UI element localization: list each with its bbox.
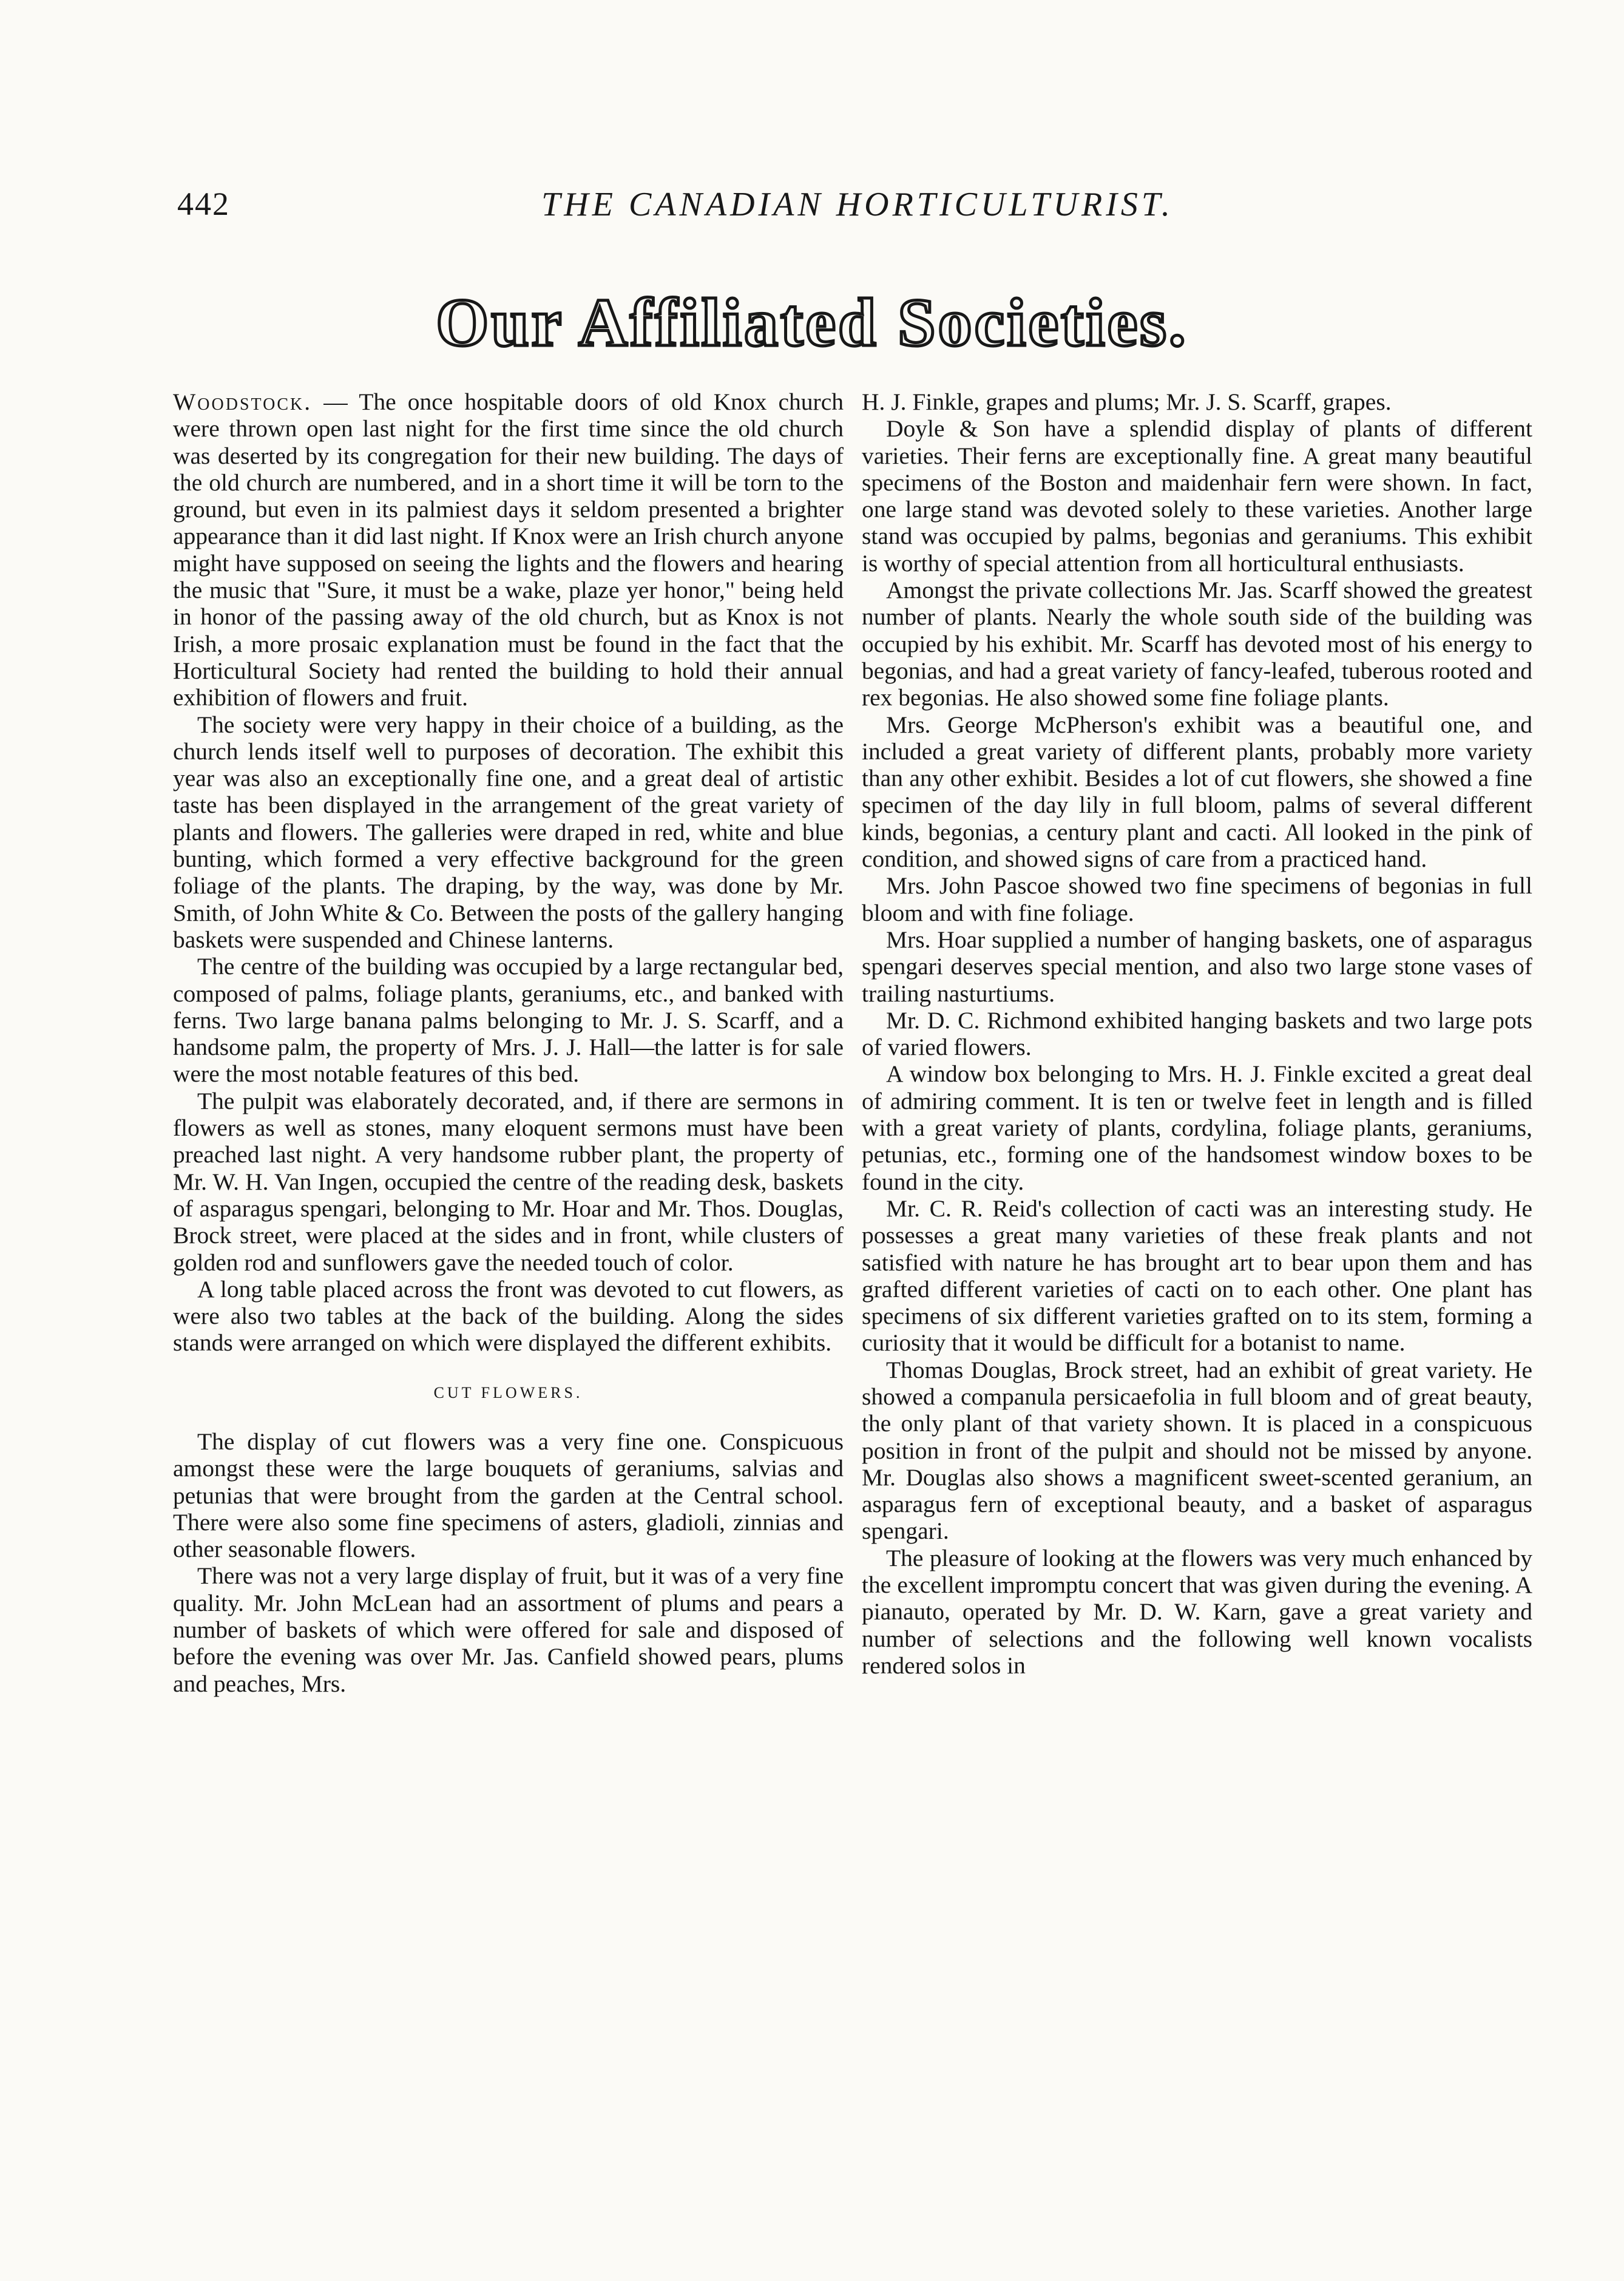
paragraph: There was not a very large display of fruit, but it was of a very fine quality. Mr. John McLean had an assortment of plums and pears a number of baskets of which were offered for sale and disposed of before the evening was over Mr. Jas. Canfield showed pears, plums and peaches, Mrs. [173, 1562, 844, 1697]
paragraph: A window box belonging to Mrs. H. J. Finkle excited a great deal of admiring comment. It is ten or twelve feet in length and is filled with a great variety of plants, cordylina, foliage plants, geraniums, petunias, etc., forming one of the handsomest window boxes to be found in the city. [862, 1060, 1532, 1195]
running-title [0, 185, 1624, 224]
paragraph-text: The once hospitable doors of old Knox church were thrown open last night for the first time since the old church was deserted by its congregation for their new building. The days of the old church are numbered, and in a short time it will be torn to the ground, but even in its palmiest days it seldom presented a brighter appearance than it did last night. If Knox were an Irish church anyone might have supposed on seeing the lights and the flowers and hearing the music that "Sure, it must be a wake, plaze yer honor," being held in honor of the passing away of the old church, but as Knox is not Irish, a more prosaic explanation must be found in the fact that the Horticultural Society had rented the building to hold their annual exhibition of flowers and fruit. [173, 388, 844, 711]
section-heading: CUT FLOWERS. [433, 1383, 583, 1401]
running-title-text: THE CANADIAN HORTICULTURIST. [541, 186, 1174, 223]
paragraph: H. J. Finkle, grapes and plums; Mr. J. S. Scarff, grapes. [862, 388, 1392, 415]
paragraph: Mrs. Hoar supplied a number of hanging baskets, one of asparagus spengari deserves special mention, and also two large stone vases of trailing nasturtiums. [862, 926, 1532, 1007]
paragraph: The society were very happy in their choice of a building, as the church lends itself well to purposes of decoration. The exhibit this year was also an exceptionally fine one, and a great deal of artistic taste has been displayed in the arrangement of the great variety of plants and flowers. The galleries were draped in red, white and blue bunting, which formed a very effective background for the green foliage of the plants. The draping, by the way, was done by Mr. Smith, of John White & Co. Between the posts of the gallery hanging baskets were suspended and Chinese lanterns. [173, 711, 844, 953]
paragraph: Thomas Douglas, Brock street, had an exhibit of great variety. He showed a companula persicaefolia in full bloom and of great beauty, the only plant of that variety shown. It is placed in a conspicuous position in front of the pulpit and should not be missed by anyone. Mr. Douglas also shows a magnificent sweet-scented geranium, an asparagus fern of exceptional beauty, and a basket of asparagus spengari. [862, 1356, 1532, 1545]
paragraph: The centre of the building was occupied by a large rectangular bed, composed of palms, foliage plants, geraniums, etc., and banked with ferns. Two large banana palms belonging to Mr. J. S. Scarff, and a handsome palm, the property of Mrs. J. J. Hall—the latter is for sale were the most notable features of this bed. [173, 953, 844, 1088]
paragraph: Amongst the private collections Mr. Jas. Scarff showed the greatest number of plants. Nearly the whole south side of the building was occupied by his exhibit. Mr. Scarff has devoted most of his energy to begonias, and had a great variety of fancy-leafed, tuberous rooted and rex begonias. He also showed some fine foliage plants. [862, 577, 1532, 711]
left-column [173, 388, 844, 1697]
paragraph: Woodstock. — The once hospitable doors of old Knox church were thrown open last night for the first time since the old church was deserted by its congregation for their new building. The days of the old church are numbered, and in a short time it will be torn to the ground, but even in its palmiest days it seldom presented a brighter appearance than it did last night. If Knox were an Irish church anyone might have supposed on seeing the lights and the flowers and hearing the music that "Sure, it must be a wake, plaze yer honor," being held in honor of the passing away of the old church, but as Knox is not Irish, a more prosaic explanation must be found in the fact that the Horticultural Society had rented the building to hold their annual exhibition of flowers and fruit. [173, 388, 844, 711]
dateline: Woodstock. [173, 388, 313, 415]
paragraph: The display of cut flowers was a very fine one. Conspicuous amongst these were the large bouquets of geraniums, salvias and petunias that were brought from the garden at the Central school. There were also some fine specimens of asters, gladioli, zinnias and other seasonable flowers. [173, 1428, 844, 1563]
page-header [0, 185, 1624, 228]
paragraph: Mr. C. R. Reid's collection of cacti was an interesting study. He possesses a great many varieties of these freak plants and not satisfied with nature he has brought art to bear upon them and has grafted different varieties of cacti on to each other. One plant has specimens of six different varieties grafted on to its stem, forming a curiosity that it would be difficult for a botanist to name. [862, 1195, 1532, 1357]
right-column [862, 388, 1532, 1679]
paragraph: A long table placed across the front was devoted to cut flowers, as were also two tables at the back of the building. Along the sides stands were arranged on which were displayed the different exhibits. [173, 1275, 844, 1357]
paragraph: Mr. D. C. Richmond exhibited hanging baskets and two large pots of varied flowers. [862, 1006, 1532, 1061]
article-title: Our Affiliated Societies. [436, 285, 1188, 361]
page-number: 442 [177, 186, 230, 222]
paragraph: Doyle & Son have a splendid display of plants of different varieties. Their ferns are exceptionally fine. A great many beautiful specimens of the Boston and maidenhair fern were shown. In fact, one large stand was devoted solely to these varieties. Another large stand was occupied by palms, begonias and geraniums. This exhibit is worthy of special attention from all horticultural enthusiasts. [862, 415, 1532, 577]
paragraph: The pleasure of looking at the flowers was very much enhanced by the excellent impromptu concert that was given during the evening. A pianauto, operated by Mr. D. W. Karn, gave a great variety and number of selections and the following well known vocalists rendered solos in [862, 1544, 1532, 1679]
paragraph: Mrs. George McPherson's exhibit was a beautiful one, and included a great variety of different plants, probably more variety than any other exhibit. Besides a lot of cut flowers, she showed a fine specimen of the day lily in full bloom, palms of several different kinds, begonias, a century plant and cacti. All looked in the pink of condition, and showed signs of care from a practiced hand. [862, 711, 1532, 873]
paragraph: Mrs. John Pascoe showed two fine specimens of begonias in full bloom and with fine foliage. [862, 872, 1532, 926]
paragraph: The pulpit was elaborately decorated, and, if there are sermons in flowers as well as stones, many eloquent sermons must have been preached last night. A very handsome rubber plant, the property of Mr. W. H. Van Ingen, occupied the centre of the reading desk, baskets of asparagus spengari, belonging to Mr. Hoar and Mr. Thos. Douglas, Brock street, were placed at the sides and in front, while clusters of golden rod and sunflowers gave the needed touch of color. [173, 1087, 844, 1276]
